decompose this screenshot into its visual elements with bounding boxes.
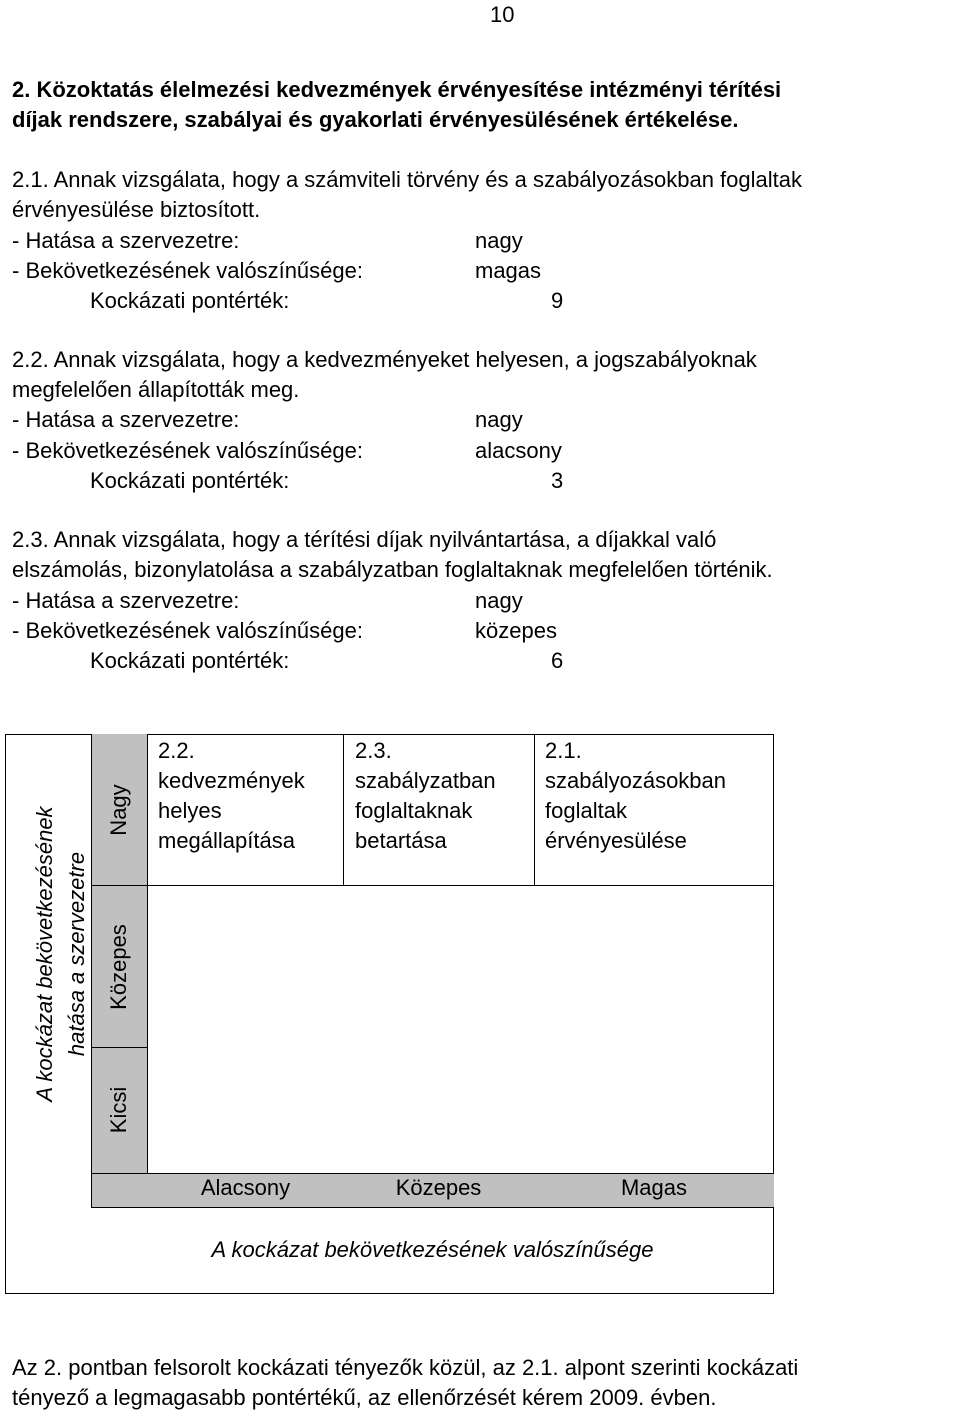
page-number: 10 bbox=[490, 2, 515, 27]
cell-line: szabályzatban bbox=[355, 768, 496, 793]
cell-line: 2.3. bbox=[355, 738, 392, 763]
matrix-cell-item-2-1 bbox=[545, 736, 726, 856]
cell-line: 2.2. bbox=[158, 738, 195, 763]
item-2-2-prob-value: alacsony bbox=[475, 438, 562, 463]
item-2-3-prob-value: közepes bbox=[475, 618, 557, 643]
item-2-1-impact-value: nagy bbox=[475, 228, 523, 253]
matrix-row-divider-1 bbox=[91, 885, 148, 886]
item-2-2-line2: megfelelően állapították meg. bbox=[12, 377, 300, 402]
cell-line: 2.1. bbox=[545, 738, 582, 763]
item-2-1-prob-label: - Bekövetkezésének valószínűsége: bbox=[12, 258, 363, 283]
cell-line: betartása bbox=[355, 828, 447, 853]
item-2-1-line2: érvényesülése biztosított. bbox=[12, 197, 261, 222]
matrix-row-label-kozepes: Közepes bbox=[106, 924, 131, 1010]
item-2-2-score-label: Kockázati pontérték: bbox=[90, 468, 290, 493]
section-heading-line1: 2. Közoktatás élelmezési kedvezmények érvényesítése intézményi térítési bbox=[12, 77, 782, 102]
item-2-3-impact-value: nagy bbox=[475, 588, 523, 613]
item-2-3-line2: elszámolás, bizonylatolása a szabályzatban foglaltaknak megfelelően történik. bbox=[12, 557, 773, 582]
item-2-3-prob-label: - Bekövetkezésének valószínűsége: bbox=[12, 618, 363, 643]
item-2-3-impact-label: - Hatása a szervezetre: bbox=[12, 588, 240, 613]
matrix-row-label-kicsi: Kicsi bbox=[106, 1086, 131, 1134]
matrix-y-axis-title-line1: A kockázat bekövetkezésének bbox=[32, 806, 57, 1102]
cell-line: szabályozásokban bbox=[545, 768, 727, 793]
cell-line: kedvezmények bbox=[158, 768, 305, 793]
item-2-2-prob-label: - Bekövetkezésének valószínűsége: bbox=[12, 438, 363, 463]
cell-line: megállapítása bbox=[158, 828, 295, 853]
matrix-col-label-alacsony: Alacsony bbox=[200, 1175, 291, 1200]
item-2-2-impact-label: - Hatása a szervezetre: bbox=[12, 407, 240, 432]
matrix-row-label-nagy: Nagy bbox=[106, 784, 131, 836]
item-2-1-impact-label: - Hatása a szervezetre: bbox=[12, 228, 240, 253]
item-2-2-impact-value: nagy bbox=[475, 407, 523, 432]
section-heading-line2: díjak rendszere, szabályai és gyakorlati érvényesülésének értékelése. bbox=[12, 107, 739, 132]
matrix-cell-item-2-3 bbox=[355, 736, 496, 856]
item-2-2-score-value: 3 bbox=[551, 468, 564, 493]
matrix-col-label-magas: Magas bbox=[620, 1175, 688, 1200]
matrix-cell-item-2-2 bbox=[158, 736, 305, 856]
item-2-1-score-value: 9 bbox=[551, 288, 564, 313]
matrix-x-axis-title: A kockázat bekövetkezésének valószínűsége bbox=[211, 1237, 654, 1262]
item-2-2-line1: 2.2. Annak vizsgálata, hogy a kedvezményeket helyesen, a jogszabályoknak bbox=[12, 347, 757, 372]
conclusion-line2: tényező a legmagasabb pontértékű, az ellenőrzését kérem 2009. évben. bbox=[12, 1385, 717, 1410]
item-2-1-score-label: Kockázati pontérték: bbox=[90, 288, 290, 313]
item-2-1-prob-value: magas bbox=[475, 258, 542, 283]
item-2-1-line1: 2.1. Annak vizsgálata, hogy a számviteli törvény és a szabályozásokban foglaltak bbox=[12, 167, 803, 192]
cell-line: érvényesülése bbox=[545, 828, 687, 853]
matrix-y-axis-title-line2: hatása a szervezetre bbox=[64, 851, 89, 1057]
item-2-3-line1: 2.3. Annak vizsgálata, hogy a térítési díjak nyilvántartása, a díjakkal való bbox=[12, 527, 717, 552]
cell-line: foglaltak bbox=[545, 798, 627, 823]
cell-line: foglaltaknak bbox=[355, 798, 473, 823]
conclusion-line1: Az 2. pontban felsorolt kockázati tényezők közül, az 2.1. alpont szerinti kockázati bbox=[12, 1355, 799, 1380]
matrix-col-divider-1 bbox=[343, 734, 344, 886]
matrix-col-divider-2 bbox=[534, 734, 535, 886]
matrix-col-label-kozepes: Közepes bbox=[395, 1175, 482, 1200]
cell-line: helyes bbox=[158, 798, 222, 823]
item-2-3-score-label: Kockázati pontérték: bbox=[90, 648, 290, 673]
item-2-3-score-value: 6 bbox=[551, 648, 564, 673]
